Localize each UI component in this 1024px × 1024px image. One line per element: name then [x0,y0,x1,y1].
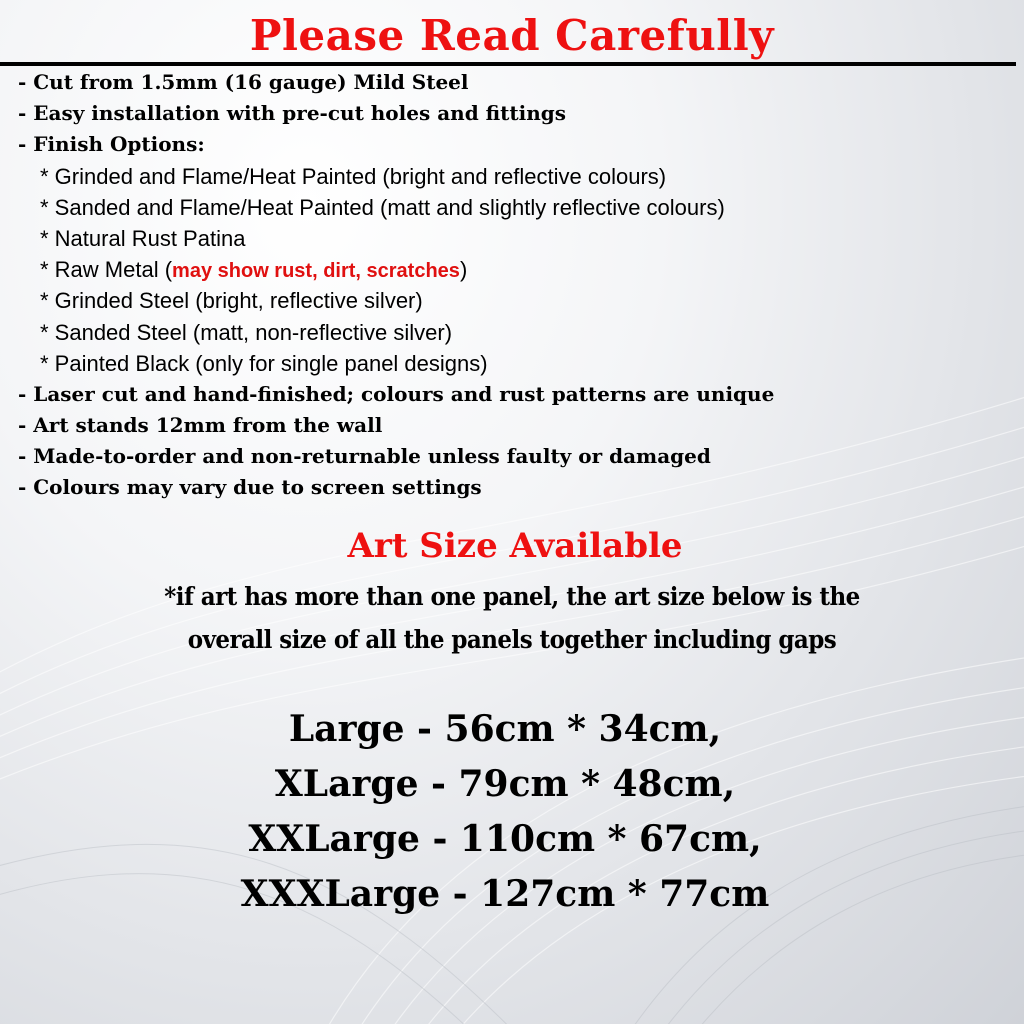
finish-option-raw-prefix: * Raw Metal ( [40,257,173,283]
size-note-line-2: overall size of all the panels together including gaps [187,625,837,654]
finish-option-raw-metal [18,254,1018,285]
finish-option-item: * Sanded Steel (matt, non-reflective silver) [40,319,453,345]
finish-option-item: * Painted Black (only for single panel designs) [40,350,488,376]
note-made-to-order: - Made-to-order and non-returnable unless faulty or damaged [18,444,711,469]
product-details-list [18,67,1018,504]
size-large: Large - 56cm * 34cm, [288,708,722,750]
feature-finish-options: - Finish Options: [18,132,205,157]
note-colour-variance: - Colours may vary due to screen settings [18,475,482,500]
size-list [0,702,1010,922]
finish-option-item: * Sanded and Flame/Heat Painted (matt and slightly reflective colours) [40,194,725,220]
finish-option-item: * Grinded and Flame/Heat Painted (bright and reflective colours) [40,163,667,189]
feature-material: - Cut from 1.5mm (16 gauge) Mild Steel [18,70,469,94]
finish-option-item: * Grinded Steel (bright, reflective silver) [40,288,423,314]
finish-option-item: * Natural Rust Patina [40,225,246,251]
size-note [41,575,983,661]
finish-option-raw-suffix: ) [459,257,468,283]
size-heading: Art Size Available [347,526,683,566]
size-xxxlarge: XXXLarge - 127cm * 77cm [240,873,770,915]
title-divider [0,62,1016,66]
size-note-line-1: *if art has more than one panel, the art size below is the [164,582,860,611]
size-xxlarge: XXLarge - 110cm * 67cm, [248,818,762,860]
page-title: Please Read Carefully [249,11,775,60]
raw-metal-warning: may show rust, dirt, scratches [172,260,460,283]
feature-installation: - Easy installation with pre-cut holes and fittings [18,101,567,126]
size-xlarge: XLarge - 79cm * 48cm, [274,763,736,805]
note-laser-cut: - Laser cut and hand-finished; colours and rust patterns are unique [18,381,775,406]
note-wall-distance: - Art stands 12mm from the wall [18,413,383,438]
